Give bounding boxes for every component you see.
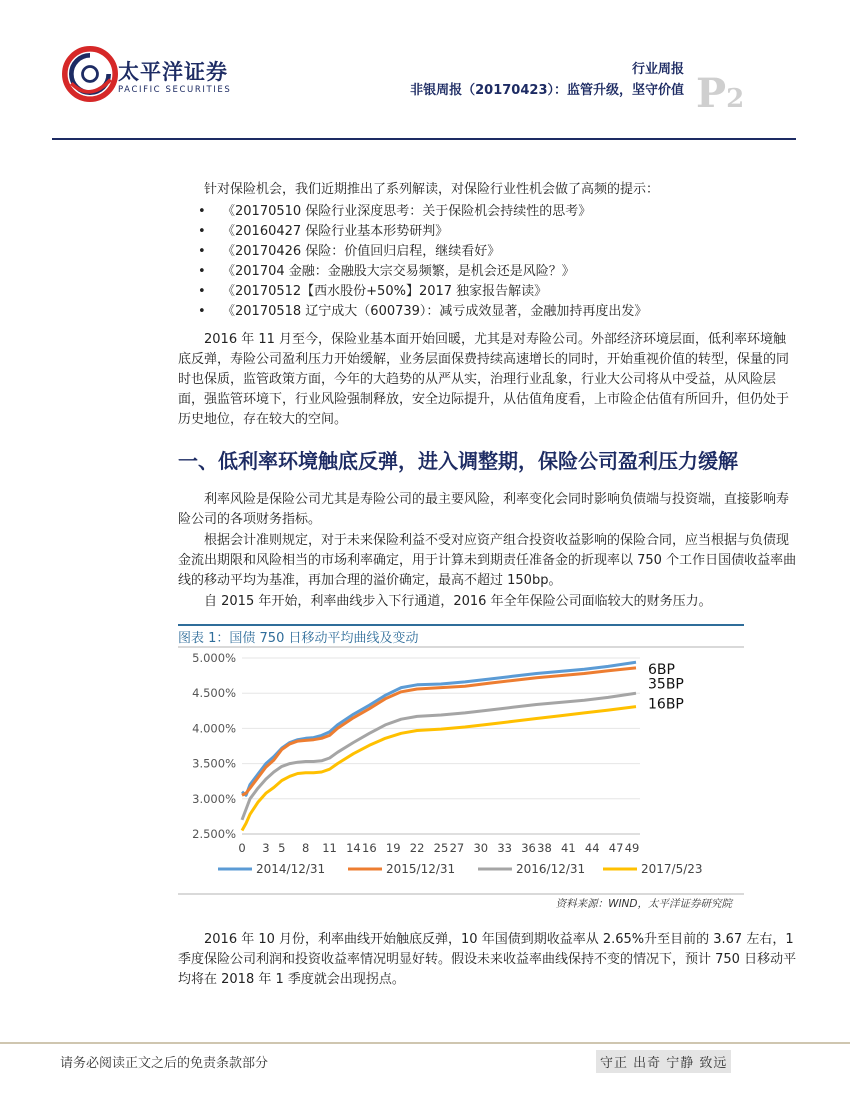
x-tick-label: 30 bbox=[473, 841, 489, 855]
x-tick-label: 14 bbox=[346, 841, 361, 855]
body-paragraph: 根据会计准则规定，对于未来保险利益不受对应资产组合投资收益影响的保险合同，应当根据与负债现金流出期限和风险相当的市场利率确定，用于计算未到期责任准备金的折现率以 750 个工作日国债收益率曲线的移动平均为基准，再加合理的溢价确定，最高不超过 150bp。 bbox=[178, 533, 797, 588]
report-list-item bbox=[178, 222, 798, 242]
brand-name-cn: 太平洋证券 bbox=[118, 60, 228, 84]
bullet: • bbox=[198, 244, 206, 259]
brand-logo-text bbox=[118, 60, 231, 96]
x-tick-label: 41 bbox=[561, 841, 576, 855]
report-list-item bbox=[178, 242, 798, 262]
x-tick-label: 33 bbox=[497, 841, 513, 855]
x-tick-label: 22 bbox=[409, 841, 425, 855]
x-tick-label: 36 bbox=[521, 841, 536, 855]
report-list-item-text: 《20170426 保险：价值回归启程，继续看好》 bbox=[222, 244, 501, 259]
figure-source-text: 资料来源：WIND，太平洋证券研究院 bbox=[555, 898, 732, 910]
section-body bbox=[178, 490, 798, 613]
report-list-item bbox=[178, 282, 798, 302]
brand-name-en: PACIFIC SECURITIES bbox=[118, 85, 232, 95]
report-title: 非银周报（20170423）：监管升级，坚守价值 bbox=[410, 83, 684, 98]
y-tick-label: 2.500% bbox=[192, 827, 236, 841]
legend-label: 2017/5/23 bbox=[641, 862, 703, 876]
x-tick-label: 25 bbox=[433, 841, 449, 855]
legend-label: 2016/12/31 bbox=[516, 862, 586, 876]
body-paragraph: 自 2015 年开始，利率曲线步入下行通道，2016 年全年保险公司面临较大的财务压力。 bbox=[204, 594, 712, 609]
body-paragraph: 2016 年 11 月至今，保险业基本面开始回暖，尤其是对寿险公司。外部经济环境层面，低利率环境触底反弹，寿险公司盈利压力开始缓解，业务层面保费持续高速增长的同时，开始重视价值的转型，保量的同时也保质，监管政策方面，今年的大趋势的从严从实，治理行业乱象，行业大公司将从中受益，从风险层面，强监管环境下，行业风险强制释放，安全边际提升，从估值角度看，上市险企估值有所回升，但仍处于历史地位，存在较大的空间。 bbox=[178, 332, 790, 427]
page-letter: P bbox=[696, 70, 727, 117]
x-tick-label: 49 bbox=[624, 841, 640, 855]
x-tick-label: 38 bbox=[537, 841, 552, 855]
bullet: • bbox=[198, 304, 206, 319]
page-digit: 2 bbox=[726, 84, 745, 114]
footer-motto: 守正 出奇 宁静 致远 bbox=[596, 1050, 731, 1073]
bp-annotation: 35BP bbox=[648, 676, 684, 693]
intro-lead: 针对保险机会，我们近期推出了系列解读，对保险行业性机会做了高频的提示： bbox=[204, 182, 660, 197]
x-tick-label: 16 bbox=[362, 841, 377, 855]
series-line bbox=[242, 693, 636, 820]
series-line bbox=[242, 707, 636, 831]
report-list-item bbox=[178, 302, 798, 322]
bullet: • bbox=[198, 204, 206, 219]
report-list-item-text: 《20170512【西水股份+50%】2017 独家报告解读》 bbox=[222, 284, 548, 299]
x-tick-label: 8 bbox=[302, 841, 310, 855]
report-list-item-text: 《20160427 保险行业基本形势研判》 bbox=[222, 224, 449, 239]
x-tick-label: 0 bbox=[238, 841, 246, 855]
bp-annotation: 6BP bbox=[648, 661, 675, 678]
footer-divider bbox=[0, 1042, 850, 1044]
y-tick-label: 3.000% bbox=[192, 791, 236, 806]
body-paragraph: 利率风险是保险公司尤其是寿险公司的最主要风险，利率变化会同时影响负债端与投资端，直接影响寿险公司的各项财务指标。 bbox=[178, 492, 790, 527]
y-tick-label: 5.000% bbox=[192, 651, 236, 665]
bullet: • bbox=[198, 284, 206, 299]
x-tick-label: 47 bbox=[608, 841, 624, 855]
footer-disclaimer: 请务必阅读正文之后的免责条款部分 bbox=[60, 1056, 269, 1071]
figure-title-rule bbox=[178, 624, 744, 626]
report-list-item-text: 《201704 金融：金融股大宗交易频繁，是机会还是风险？》 bbox=[222, 264, 575, 279]
report-list-item-text: 《20170510 保险行业深度思考：关于保险机会持续性的思考》 bbox=[222, 204, 592, 219]
x-tick-label: 44 bbox=[584, 841, 600, 855]
figure-source bbox=[178, 893, 744, 915]
x-tick-label: 19 bbox=[385, 841, 401, 855]
page-number bbox=[696, 70, 744, 117]
pacific-securities-logo-icon bbox=[62, 46, 118, 102]
header-divider bbox=[52, 138, 796, 140]
legend-label: 2014/12/31 bbox=[256, 862, 326, 876]
report-list bbox=[178, 202, 798, 322]
x-tick-label: 3 bbox=[262, 841, 270, 855]
closing-paragraph-block bbox=[178, 930, 798, 990]
bp-annotation: 16BP bbox=[648, 696, 684, 713]
intro-block bbox=[178, 180, 798, 322]
x-tick-label: 27 bbox=[449, 841, 465, 855]
yield-chart bbox=[178, 648, 744, 893]
body-paragraph: 2016 年 10 月份，利率曲线开始触底反弹，10 年国债到期收益率从 2.65%升至目前的 3.67 左右，1 季度保险公司利润和投资收益率情况明显好转。假设未来收益率曲线保持不变的情况下，预计 750 日移动平均将在 2018 年 1 季度就会出现拐点。 bbox=[178, 932, 797, 987]
report-list-item bbox=[178, 202, 798, 222]
x-tick-label: 11 bbox=[322, 841, 337, 855]
report-category: 行业周报 bbox=[631, 62, 684, 77]
report-list-item-text: 《20170518 辽宁成大（600739）：减亏成效显著，金融加持再度出发》 bbox=[222, 304, 648, 319]
legend-label: 2015/12/31 bbox=[386, 862, 456, 876]
report-list-item bbox=[178, 262, 798, 282]
x-tick-label: 5 bbox=[278, 841, 286, 855]
y-tick-label: 4.000% bbox=[192, 721, 236, 736]
y-tick-label: 4.500% bbox=[192, 686, 236, 701]
figure-title: 图表 1：国债 750 日移动平均曲线及变动 bbox=[178, 631, 419, 646]
y-tick-label: 3.500% bbox=[192, 756, 236, 771]
bullet: • bbox=[198, 224, 206, 239]
bullet: • bbox=[198, 264, 206, 279]
section-heading: 一、低利率环境触底反弹，进入调整期，保险公司盈利压力缓解 bbox=[178, 449, 738, 473]
series-line bbox=[242, 668, 636, 795]
